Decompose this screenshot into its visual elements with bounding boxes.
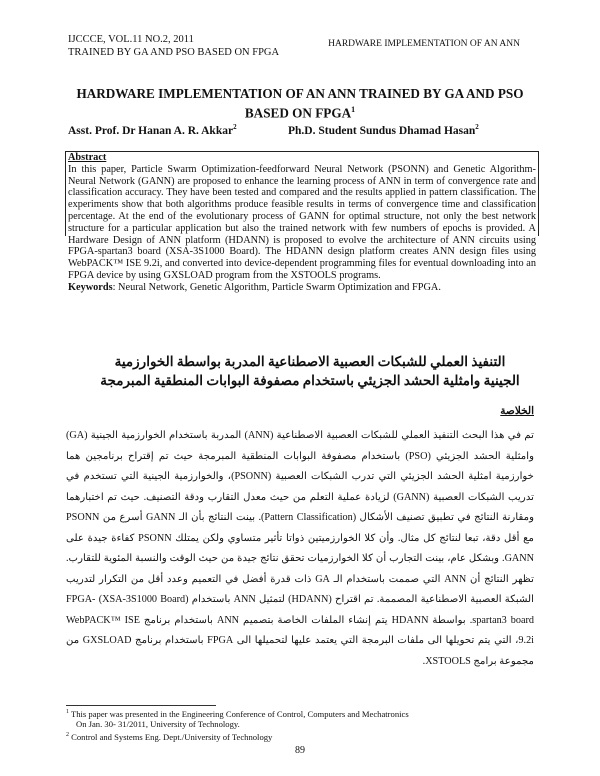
keywords-label: Keywords xyxy=(68,281,113,293)
arabic-abstract-heading: الخلاصة xyxy=(500,406,534,417)
keywords-list: : Neural Network, Genetic Algorithm, Particle Swarm Optimization and FPGA. xyxy=(112,281,441,293)
footnote-1 xyxy=(66,707,536,719)
header-subtitle: TRAINED BY GA AND PSO BASED ON FPGA xyxy=(68,47,280,58)
arabic-abstract-body: تم في هذا البحث التنفيذ العملي للشبكات العصبية الاصطناعية (ANN) المدربة باستخدام الخوارزمية الجينية (GA) وامثلية الحشد الجزيئي (PSO) باستخدام مصفوفة البوابات المنطقية المبرمجة حيث تم إقتراح برنامجين هما خوارزمية امثلية الحشد الجزيئي التي تدرب الشبكات العصبية (PSONN)، والخوارزمية الجينية التي تستخدم في تدريب الشبكات العصبية (GANN) لزيادة عملية التعلم من حيث معدل التقارب ودقة التصنيف. حيث تم اختبارهما ومقارنة النتائج في تطبيق تصنيف الأشكال (Pattern Classification). بينت النتائج بأن الـ GANN أسرع من PSONN مع أقل دقة، تبعا لنتائج كل مثال. وأن كلا الخوارزميتين ذواتا تأثير متساوي ولكن يمتلك PSONN كفاءة جيدة على GANN. وبشكل عام، بينت التجارب أن كلا الخوارزميات تحقق نتائج جيدة من حيث الوقت والنسبة المئوية للتقارب. تظهر النتائج أن ANN التي صممت باستخدام الـ GA ذات قدرة أفضل في التعميم وعدد أقل من التكرار لتدريب الشبكة العصبية الاصطناعية المصممة. تم اقتراح (HDANN) لتمثيل ANN باستخدام (XSA-3S1000 Board) FPGA-spartan3 board. بواسطة HDANN يتم إنشاء الملفات الخاصة بتصميم ANN باستخدام برنامج WebPACK™ ISE 9.2i، التي يتم تحويلها الى ملفات البرمجة التي يعتمد عليها لتحميلها الى FPGA باستخدام برنامج GXSLOAD من مجموعة برامج XSTOOLS. xyxy=(66,430,534,667)
abstract-section xyxy=(68,152,536,294)
footnote-1-cont: On Jan. 30- 31/2011, University of Technology. xyxy=(76,719,240,730)
paper-title xyxy=(60,86,540,121)
journal-info: IJCCCE, VOL.11 NO.2, 2011 xyxy=(68,34,194,45)
footnote-1-mark: 1 xyxy=(66,709,69,715)
author-1 xyxy=(68,125,237,137)
author-2-mark: 2 xyxy=(475,123,479,131)
running-header-left xyxy=(68,33,279,59)
paper-title-text: HARDWARE IMPLEMENTATION OF AN ANN TRAINED BY GA AND PSO BASED ON FPGA xyxy=(76,86,524,121)
footnote-2-line-1: Control and Systems Eng. Dept./University of Technology xyxy=(71,731,273,742)
author-2 xyxy=(288,123,479,137)
arabic-title: التنفيذ العملي للشبكات العصبية الاصطناعية المدربة بواسطة الخوارزمية الجينية وامثلية الحشد الجزيئي باستخدام مصفوفة البوابات المنطقية المبرمجة xyxy=(100,354,520,388)
title-footnote-mark: 1 xyxy=(351,105,356,114)
footnote-divider xyxy=(66,705,216,706)
author-1-name: Asst. Prof. Dr Hanan A. R. Akkar xyxy=(68,124,234,137)
abstract-heading: Abstract xyxy=(68,152,107,163)
author-line xyxy=(68,123,538,137)
abstract-body: In this paper, Particle Swarm Optimization-feedforward Neural Network (PSONN) and Genetic Algorithm-Neural Network (GANN) are proposed to enhance the learning process of ANN in term of convergence rate and classification accuracy. They have been tested and compared and the results applied in pattern classification. The experiments show that both algorithms produce feasible results in terms of convergence time and classification percentage. At the end of the evolutionary process of GANN for optimal structure, not only the best network structure for a particular application but also the trained network with few numbers of epochs is provided. A Hardware Design of ANN platform (HDANN) is proposed to evolve the architecture of ANN circuits using FPGA-spartan3 board (XSA-3S1000 Board). The HDANN design platform creates ANN design files using WebPACK™ ISE 9.2i, and converted into device-dependent programming files for eventual downloading into an FPGA device by using GXSLOAD program from the XSTOOLS programs. xyxy=(68,163,536,281)
author-2-name: Ph.D. Student Sundus Dhamad Hasan xyxy=(288,124,476,137)
footnote-1-line-1: This paper was presented in the Engineering Conference of Control, Computers and Mechatronics xyxy=(71,708,409,719)
keywords-line xyxy=(68,282,536,294)
footnote-2 xyxy=(66,730,536,742)
footnotes xyxy=(66,707,536,742)
author-1-mark: 2 xyxy=(233,123,237,131)
page-number: 89 xyxy=(295,745,305,756)
running-header-right: HARDWARE IMPLEMENTATION OF AN ANN xyxy=(328,39,520,49)
footnote-2-mark: 2 xyxy=(66,731,69,738)
